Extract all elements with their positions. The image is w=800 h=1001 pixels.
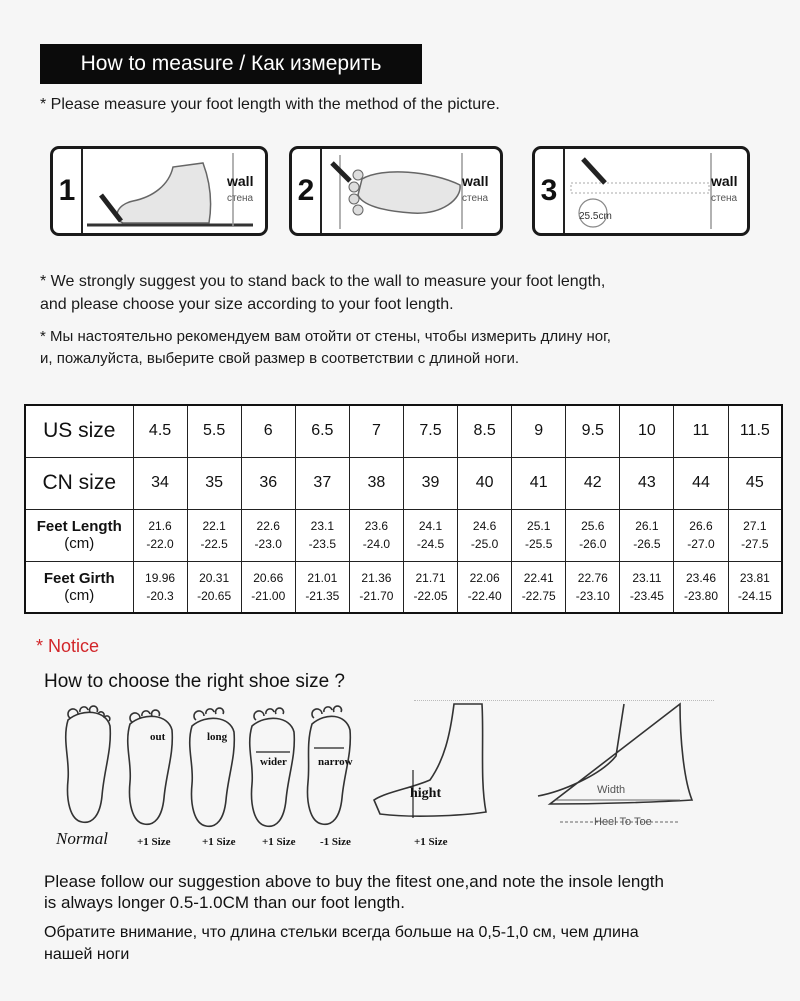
cell-value: 21.71 [415,570,446,585]
table-cell [458,561,512,613]
cell-value: 22.06 [469,570,500,585]
row-header [25,405,133,457]
cell-value: -22.40 [467,588,502,603]
cell-value: 5.5 [203,422,226,440]
cell-value: 11 [692,422,710,440]
bottom-note-en-1: Please follow our suggestion above to buy the fitest one,and note the insole length [44,872,664,891]
cell-value: 4.5 [148,422,172,440]
table-row [25,457,782,509]
cell-value: 41 [529,474,548,491]
cell-value: -25.0 [470,537,499,551]
cell-value: 9.5 [581,422,604,440]
table-cell [133,561,187,613]
table-cell [187,509,241,561]
cell-value: -25.5 [525,537,553,551]
table-cell [133,405,187,457]
cell-value: 27.1 [743,519,767,533]
bottom-note-en-2: is always longer 0.5-1.0CM than our foot length. [44,893,405,912]
cell-value: 22.1 [202,519,226,533]
cell-value: -22.5 [200,537,228,551]
cell-value: 44 [692,474,710,491]
row-header-text: (cm) [64,586,95,604]
table-cell [728,457,782,509]
table-cell [512,405,566,457]
table-cell [512,561,566,613]
cell-value: 6 [263,422,273,440]
cell-value: -26.0 [579,537,607,551]
cell-value: 21.6 [148,519,172,533]
row-header-text: Feet Length [36,518,122,535]
cell-value: -23.80 [683,588,718,603]
cell-value: -20.65 [197,588,232,603]
wall-label: wall [711,173,738,189]
cell-value: 40 [475,474,494,491]
cell-value: 11.5 [739,422,770,440]
table-cell [728,561,782,613]
size-label-normal: Normal [56,829,108,848]
cell-value: 39 [421,474,440,491]
cell-value: -22.75 [521,588,556,603]
row-header-text: US size [43,419,116,443]
table-cell [512,509,566,561]
wall-label: wall [227,173,254,189]
step-panel-1 [50,146,268,236]
cell-value: 23.81 [739,570,770,585]
row-header-text: (cm) [64,535,95,552]
row-header-text: Feet Girth [43,569,115,587]
cell-value: 36 [259,474,278,491]
size-label-out: +1 Size [137,836,171,848]
table-row [25,561,782,613]
cell-value: 7 [371,422,381,440]
bottom-note-ru-2: нашей ноги [44,946,130,963]
table-cell [674,457,728,509]
table-cell [133,457,187,509]
notice-heading: * Notice [36,636,100,656]
table-cell [295,561,349,613]
bottom-note-ru-1: Обратите внимание, что длина стельки всегда больше на 0,5-1,0 см, чем длина [44,924,639,941]
cell-value: -21.70 [359,588,394,603]
cell-value: 35 [205,474,224,491]
size-label-narrow: -1 Size [320,836,351,848]
cell-value: 21.01 [307,570,338,585]
measure-instruction: * Please measure your foot length with the method of the picture. [40,96,500,113]
foot-label-hight: hight [410,786,442,801]
step-number: 3 [535,149,565,233]
table-cell [403,405,457,457]
wall-label: wall [462,173,489,189]
table-cell [403,561,457,613]
cell-value: -23.45 [629,588,664,603]
cell-value: 25.1 [527,519,551,533]
cell-value: 24.6 [472,519,497,533]
cell-value: 23.11 [632,570,662,585]
table-cell [620,509,674,561]
cell-value: 23.46 [685,570,716,585]
page-title: How to measure / Как измерить [40,44,422,84]
size-label-long: +1 Size [202,836,236,848]
cell-value: -23.0 [254,537,282,551]
cell-value: 9 [534,422,544,440]
table-cell [349,405,403,457]
width-label: Width [597,784,626,796]
cell-value: 7.5 [419,422,442,440]
table-cell [241,405,295,457]
cell-value: -27.5 [741,537,769,551]
table-cell [458,509,512,561]
cell-value: 26.1 [635,519,659,533]
table-cell [241,457,295,509]
cell-value: 8.5 [473,422,496,440]
cell-value: -21.35 [305,588,340,603]
size-label-hight: +1 Size [414,836,448,848]
table-cell [458,405,512,457]
cell-value: 23.1 [310,519,334,533]
table-cell [403,509,457,561]
table-cell [566,405,620,457]
table-cell [295,457,349,509]
table-cell [728,509,782,561]
step-panel-3 [532,146,750,236]
table-cell [728,405,782,457]
table-cell [241,561,295,613]
table-cell [458,457,512,509]
cell-value: -24.5 [416,537,445,551]
cell-value: -22.0 [146,537,174,551]
step-panel-2 [289,146,503,236]
table-cell [349,457,403,509]
table-row [25,509,782,561]
cell-value: -23.10 [575,588,610,603]
foot-label-out: out [150,731,166,743]
cell-value: 25.6 [581,519,605,533]
feet-comparison-illustration [40,700,760,840]
cell-value: 26.6 [689,519,713,533]
cell-value: -26.5 [633,537,661,551]
table-cell [187,457,241,509]
cell-value: 42 [583,474,602,491]
wall-label-ru: стена [711,193,738,204]
table-cell [566,457,620,509]
table-cell [187,561,241,613]
table-row [25,405,782,457]
heel-to-toe-label: Heel To Toe [594,816,652,828]
cell-value: 38 [367,474,386,491]
foot-label-narrow: narrow [318,756,353,768]
table-cell [620,405,674,457]
table-cell [295,405,349,457]
cell-value: 20.31 [199,570,230,585]
cell-value: -22.05 [413,588,448,603]
suggest-en-line-2: and please choose your size according to your foot length. [40,296,454,313]
cell-value: 37 [313,474,332,491]
suggest-en-line-1: * We strongly suggest you to stand back to the wall to measure your foot length, [40,273,606,290]
table-cell [566,561,620,613]
foot-top-illustration [322,149,500,233]
cell-value: 6.5 [311,422,334,440]
table-cell [620,457,674,509]
wall-label-ru: стена [462,193,489,204]
table-cell [349,561,403,613]
table-cell [133,509,187,561]
cell-value: 43 [637,474,656,491]
table-cell [187,405,241,457]
wall-label-ru: стена [227,193,254,204]
cell-value: -21.00 [251,588,286,603]
row-header [25,509,133,561]
cell-value: -24.0 [362,537,391,551]
foot-side-illustration [83,149,263,233]
table-cell [674,509,728,561]
cell-value: 45 [745,474,764,491]
cell-value: -24.15 [737,588,772,603]
size-chart-table [24,404,783,614]
table-cell [349,509,403,561]
table-cell [674,561,728,613]
step-number: 2 [292,149,322,233]
row-header [25,457,133,509]
cell-value: 22.41 [523,570,554,585]
cell-value: 19.96 [145,570,176,585]
table-cell [566,509,620,561]
table-cell [512,457,566,509]
cell-value: -20.3 [146,588,174,603]
foot-label-wider: wider [260,756,287,768]
table-cell [295,509,349,561]
suggest-ru-line-1: * Мы настоятельно рекомендуем вам отойти от стены, чтобы измерить длину ног, [40,328,611,345]
cell-value: 24.1 [418,519,443,533]
suggest-ru-line-2: и, пожалуйста, выберите свой размер в соответствии с длиной ноги. [40,350,520,367]
size-label-wider: +1 Size [262,836,296,848]
table-cell [620,561,674,613]
measure-reading: 25.5cm [579,211,612,222]
cell-value: 22.76 [577,570,608,585]
step-number: 1 [53,149,83,233]
choose-size-title: How to choose the right shoe size ? [44,671,346,692]
table-cell [674,405,728,457]
cell-value: 10 [637,422,656,440]
cell-value: -27.0 [687,537,715,551]
table-cell [241,509,295,561]
cell-value: 34 [151,474,169,491]
foot-label-long: long [207,731,228,743]
table-cell [403,457,457,509]
cell-value: 21.36 [361,570,392,585]
cell-value: 23.6 [364,519,389,533]
row-header [25,561,133,613]
row-header-text: CN size [42,471,116,494]
cell-value: -23.5 [308,537,336,551]
cell-value: 20.66 [253,570,284,585]
cell-value: 22.6 [256,519,280,533]
